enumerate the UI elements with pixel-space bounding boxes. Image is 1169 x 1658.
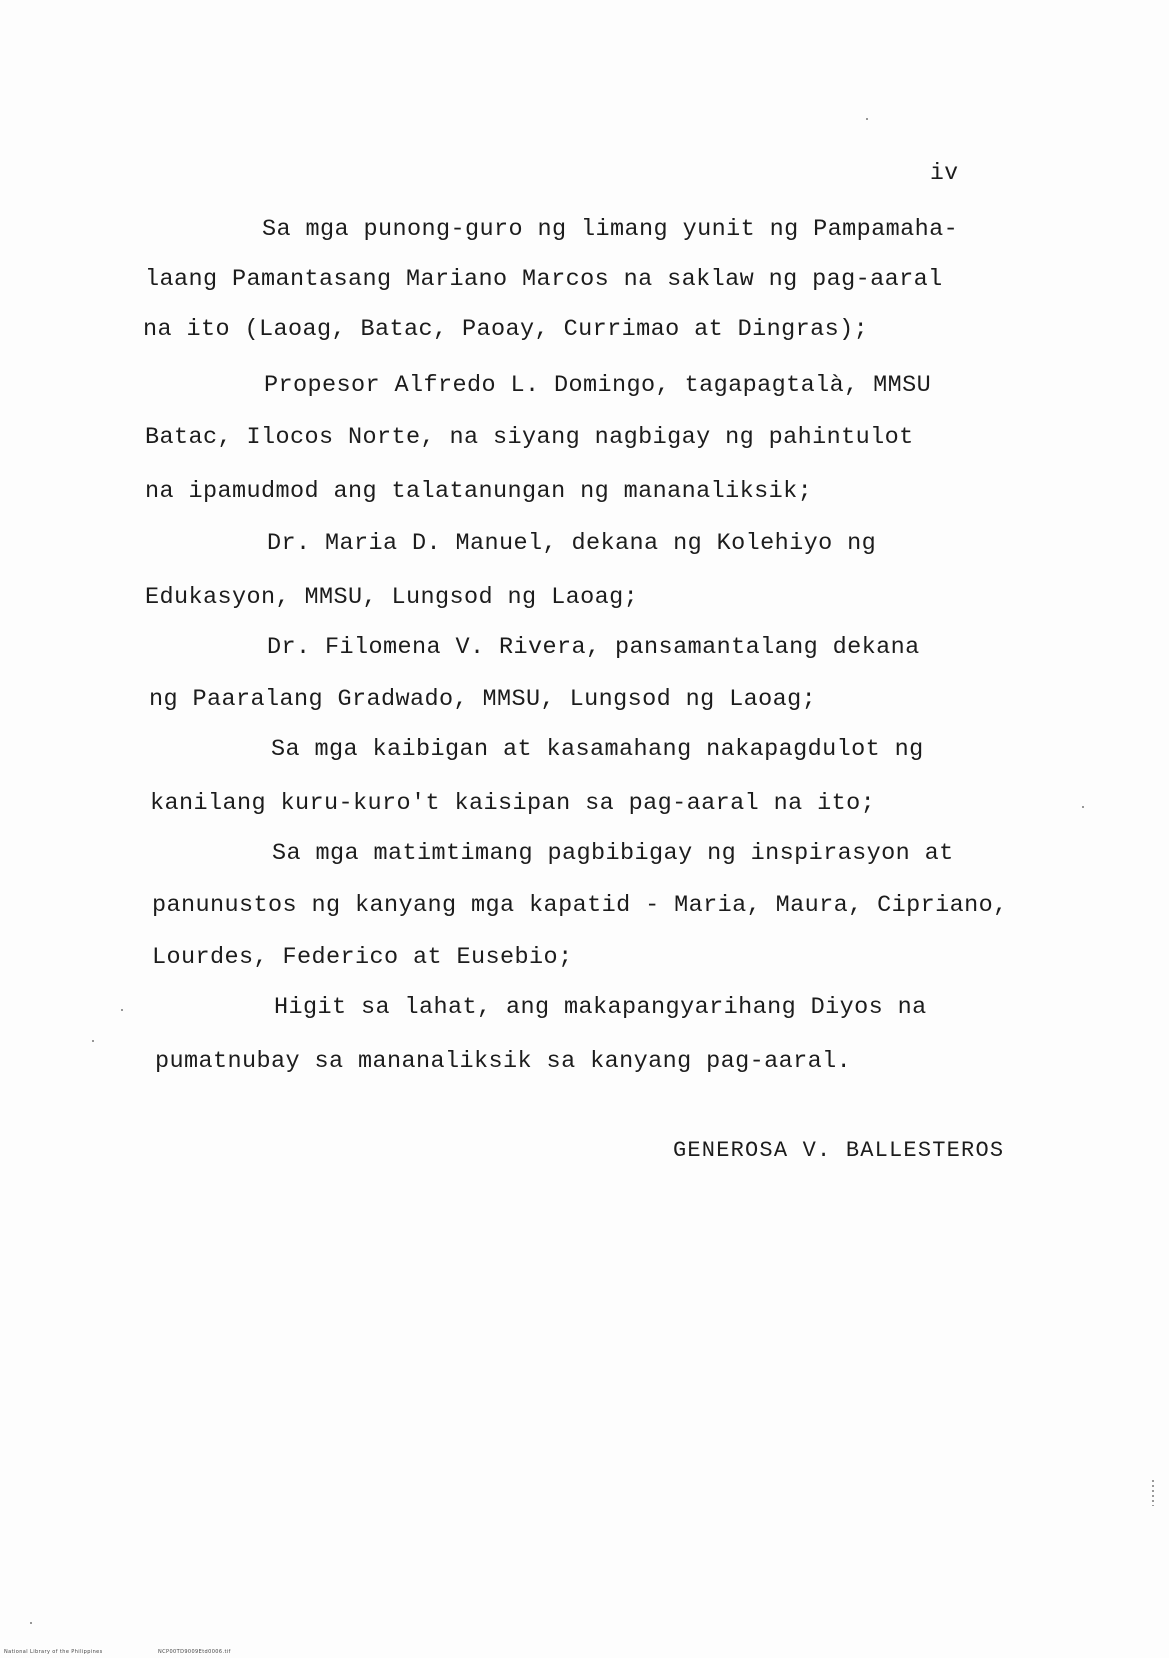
text-line-13: Sa mga matimtimang pagbibigay ng inspirasyon at [272, 840, 954, 867]
text-line-16: Higit sa lahat, ang makapangyarihang Diyos na [274, 994, 927, 1021]
text-line-10: ng Paaralang Gradwado, MMSU, Lungsod ng Laoag; [149, 686, 817, 713]
text-line-3: na ito (Laoag, Batac, Paoay, Currimao at Dingras); [143, 316, 869, 343]
text-line-14: panunustos ng kanyang mga kapatid - Maria, Maura, Cipriano, [152, 892, 1008, 919]
text-line-1: Sa mga punong-guro ng limang yunit ng Pampamaha- [262, 216, 959, 243]
text-line-6: na ipamudmod ang talatanungan ng mananaliksik; [145, 478, 813, 505]
text-line-17: pumatnubay sa mananaliksik sa kanyang pag-aaral. [155, 1048, 852, 1075]
text-line-2: laang Pamantasang Mariano Marcos na saklaw ng pag-aaral [145, 266, 943, 293]
text-line-4: Propesor Alfredo L. Domingo, tagapagtalà, MMSU [264, 372, 932, 399]
footer-file: NCP00TD9009Etd0006.tif [158, 1649, 231, 1655]
scan-speck [92, 1040, 94, 1042]
author-signature: GENEROSA V. BALLESTEROS [673, 1138, 1005, 1163]
footer-library: National Library of the Philippines [4, 1649, 103, 1655]
scan-speck [1082, 806, 1084, 808]
scan-speck [866, 118, 868, 120]
text-line-7: Dr. Maria D. Manuel, dekana ng Kolehiyo ng [267, 530, 877, 557]
text-line-8: Edukasyon, MMSU, Lungsod ng Laoag; [145, 584, 639, 611]
text-line-5: Batac, Ilocos Norte, na siyang nagbigay ng pahintulot [145, 424, 914, 451]
scan-margin-mark [1152, 1480, 1154, 1506]
text-line-11: Sa mga kaibigan at kasamahang nakapagdulot ng [271, 736, 924, 763]
page-number: iv [930, 160, 959, 186]
scan-speck [121, 1009, 123, 1011]
scan-speck [30, 1622, 32, 1624]
text-line-9: Dr. Filomena V. Rivera, pansamantalang dekana [267, 634, 920, 661]
text-line-15: Lourdes, Federico at Eusebio; [152, 944, 573, 971]
text-line-12: kanilang kuru-kuro't kaisipan sa pag-aaral na ito; [150, 790, 876, 817]
